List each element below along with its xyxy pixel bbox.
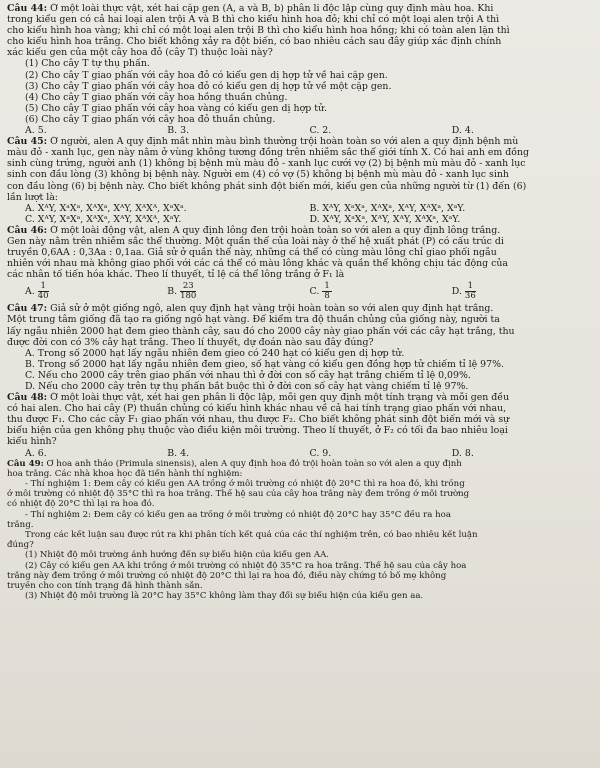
question-45-title: Câu 45: [7, 136, 48, 148]
option-a: A. XᴬY, XᵃXᵃ, XᴬXᵃ, XᴬY, XᴬXᴬ, XᵃXᵃ. [25, 202, 187, 214]
option-label: A. [25, 286, 35, 298]
question-46-stem-line: Gen này nằm trên nhiễm sắc thể thường. Một quần thể của loài này ở thế hệ xuất phát (P) có cấu trúc di [7, 235, 504, 247]
question-47-option: D. Nếu cho 2000 cây trên tự thụ phấn bắt buộc thì ở đời con số cây hạt vàng chiếm tỉ lệ 97%. [25, 381, 469, 392]
question-47-stem-line: Giả sử ở một giống ngô, alen quy định hạt vàng trội hoàn toàn so với alen quy định hạt trắng. [50, 303, 494, 315]
question-48-stem-line: kiểu hình? [7, 436, 57, 448]
question-44-item: (1) Cho cây T tự thụ phấn. [25, 58, 150, 70]
numerator: 23 [180, 282, 196, 292]
option-d: D. XᴬY, XᵃXᵃ, XᴬY, XᴬY, XᴬXᵃ, XᵃY. [309, 213, 461, 225]
question-44-options [7, 125, 594, 136]
option-label: B. [167, 286, 178, 298]
option-c: C. 9. [309, 447, 332, 459]
option-d [452, 282, 594, 301]
denominator: 36 [464, 291, 476, 302]
question-45-stem-line: lần lượt là: [7, 191, 58, 203]
question-44-stem-line: trong kiểu gen có cả hai loại alen trội A và B thì cho kiểu hình hoa đỏ; khi chỉ có một loại alen trội A thì [7, 14, 500, 26]
question-44-item: (4) Cho cây T giao phấn với cây hoa hồng thuần chủng. [25, 91, 288, 103]
question-44-stem-line: cho kiểu hình hoa trắng. Cho biết không xảy ra đột biến, có bao nhiêu cách sau đây giúp xác định chính [7, 36, 502, 48]
question-48-stem-line: có hai alen. Cho hai cây (P) thuần chủng có kiểu hình khác nhau về cả hai tính trạng giao phấn với nhau, [7, 403, 507, 415]
question-49-body-line: - Thí nghiệm 2: Đem cây có kiểu gen aa trồng ở môi trường có nhiệt độ 20°C hay 35°C đều ra hoa [25, 509, 451, 520]
question-48-stem-line: Ở một loài thực vật, xét hai gen phân li độc lập, mỗi gen quy định một tính trạng và mỗi gen đều [50, 392, 510, 404]
question-46-options [7, 282, 594, 301]
question-45-stem-line: Ở người, alen A quy định mắt nhìn màu bình thường trội hoàn toàn so với alen a quy định bệnh mù [50, 136, 519, 148]
question-49-body-line: có nhiệt độ 20°C thì lại ra hoa đỏ. [7, 499, 155, 510]
question-46-stem-line: truyền 0,6AA : 0,3Aa : 0,1aa. Giả sử ở quần thể này, những cá thể có cùng màu lông chỉ giao phối ngẫu [7, 247, 497, 259]
fraction [322, 282, 331, 301]
denominator: 180 [180, 291, 197, 302]
question-45-options-row [7, 203, 594, 214]
question-47-title: Câu 47: [7, 303, 48, 315]
denominator: 40 [37, 291, 49, 302]
question-48-stem-line: thu được F₁. Cho các cây F₁ giao phấn với nhau, thu được F₂. Cho biết không phát sinh đột biến mới và sự [7, 414, 510, 426]
option-b: B. XᴬY, XᵃXᵃ, XᴬXᵃ, XᴬY, XᴬXᵃ, XᵃY. [309, 202, 466, 214]
question-45-stem-line: con đầu lòng (6) bị bệnh này. Cho biết không phát sinh đột biến mới, kiểu gen của những người từ (1) đến (6) [7, 180, 527, 192]
question-47-stem-line: Một trung tâm giống đã tạo ra giống ngô hạt vàng. Để kiểm tra độ thuần chủng của giống này, người ta [7, 314, 500, 326]
question-47-option: C. Nếu cho 2000 cây trên giao phấn với nhau thì ở đời con số cây hạt trắng chiếm tỉ lệ 0,09%. [25, 369, 471, 381]
question-46-stem-line: các nhân tố tiến hóa khác. Theo lí thuyết, tỉ lệ cá thể lông trắng ở F₁ là [7, 269, 345, 281]
question-47-option: A. Trong số 2000 hạt lấy ngẫu nhiên đem gieo có 240 hạt có kiểu gen dị hợp tử. [25, 347, 405, 359]
option-a: A. 6. [25, 447, 47, 459]
fraction [38, 282, 49, 301]
question-47-stem-line: được đời con có 3% cây hạt trắng. Theo lí thuyết, dự đoán nào sau đây đúng? [7, 336, 374, 348]
question-45-options-row [7, 214, 594, 225]
question-44-stem-line: xác kiểu gen của một cây hoa đỏ (cây T) thuộc loài này? [7, 47, 273, 59]
question-48-stem-line: biểu hiện của gen không phụ thuộc vào điều kiện môi trường. Theo lí thuyết, ở F₂ có tối đa bao nhiêu loại [7, 425, 508, 437]
question-46-stem-line: nhiên với nhau mà không giao phối với các cá thể có màu lông khác và quần thể không chịu tác động của [7, 258, 509, 270]
question-44-item: (5) Cho cây T giao phấn với cây hoa vàng có kiểu gen dị hợp tử. [25, 102, 327, 114]
fraction [180, 282, 196, 301]
option-label: D. [451, 286, 462, 298]
question-49-body-line: trắng. [7, 519, 34, 530]
question-49 [7, 459, 594, 602]
option-a: A. 5. [25, 125, 47, 137]
option-d: D. 8. [451, 447, 474, 459]
question-47-stem-line: lấy ngẫu nhiên 2000 hạt đem gieo thành cây, sau đó cho 2000 cây này giao phấn với các cây hạt trắng, thu [7, 325, 515, 337]
question-45-stem-line: màu đỏ - xanh lục, gen này nằm ở vùng không tương đồng trên nhiễm sắc thể giới tính X. Có hai anh em đồng [7, 147, 530, 159]
question-44-stem-line: cho kiểu hình hoa vàng; khi chỉ có một loại alen trội B thì cho kiểu hình hoa hồng; khi có toàn alen lặn thì [7, 25, 510, 37]
option-c: C. 2. [309, 125, 332, 137]
option-c [310, 282, 452, 301]
fraction [465, 282, 476, 301]
question-49-body-line: truyền cho con tính trạng đã hình thành sẵn. [7, 581, 203, 592]
question-44 [7, 3, 594, 136]
question-49-body-line: Trong các kết luận sau được rút ra khi phân tích kết quả của các thí nghiệm trên, có bao nhiêu kết luận [25, 530, 478, 541]
question-45-stem-line: sinh con đầu lòng (3) không bị bệnh này. Người em (4) có vợ (5) không bị bệnh mù màu đỏ - xanh lục sinh [7, 169, 509, 181]
question-49-body-line: (3) Nhiệt độ môi trường là 20°C hay 35°C không làm thay đổi sự biểu hiện của kiểu gen aa. [25, 591, 424, 602]
question-49-body-line: ở môi trường có nhiệt độ 35°C thì ra hoa trắng. Thế hệ sau của cây hoa trắng này đem trồng ở môi trường [7, 489, 470, 500]
question-45 [7, 136, 594, 225]
question-46-stem-line: Ở một loài động vật, alen A quy định lông đen trội hoàn toàn so với alen a quy định lông trắng. [50, 224, 501, 236]
option-b: B. 3. [167, 125, 190, 137]
question-48-options [7, 448, 594, 459]
question-48-title: Câu 48: [7, 392, 48, 404]
question-49-body-line: (2) Cây có kiểu gen AA khi trồng ở môi trường có nhiệt độ 35°C ra hoa trắng. Thế hệ sau của cây hoa [25, 560, 467, 571]
denominator: 8 [324, 291, 330, 302]
option-b: B. 4. [167, 447, 190, 459]
question-48 [7, 392, 594, 459]
question-49-title: Câu 49: [7, 458, 44, 469]
question-49-body-line: - Thí nghiệm 1: Đem cây có kiểu gen AA trồng ở môi trường có nhiệt độ 20°C thì ra hoa đỏ, khi trồng [25, 479, 465, 490]
question-45-stem-line: sinh cùng trứng, người anh (1) không bị bệnh mù màu đỏ - xanh lục cưới vợ (2) bị bệnh mù màu đỏ - xanh lục [7, 158, 526, 170]
question-44-stem-line: Ở một loài thực vật, xét hai cặp gen (A, a và B, b) phân li độc lập cùng quy định màu hoa. Khi [50, 3, 494, 14]
question-49-body-line: (1) Nhiệt độ môi trường ảnh hưởng đến sự biểu hiện của kiểu gen AA. [25, 550, 330, 561]
option-d: D. 4. [451, 125, 474, 137]
question-46 [7, 225, 594, 301]
question-49-body-line: trắng này đem trồng ở môi trường có nhiệt độ 20°C thì lại ra hoa đỏ, điều này chứng tỏ bố mẹ không [7, 570, 447, 581]
question-49-body-line: đúng? [7, 540, 34, 551]
option-b [167, 282, 309, 301]
question-44-item: (2) Cho cây T giao phấn với cây hoa đỏ có kiểu gen dị hợp tử về hai cặp gen. [25, 69, 388, 81]
question-44-item: (6) Cho cây T giao phấn với cây hoa đỏ thuần chủng. [25, 113, 276, 125]
question-44-title: Câu 44: [7, 3, 48, 14]
numerator: 1 [38, 282, 49, 292]
question-47-option: B. Trong số 2000 hạt lấy ngẫu nhiên đem gieo, số hạt vàng có kiểu gen đồng hợp tử chiếm tỉ lệ 97%. [25, 358, 504, 370]
option-a [25, 282, 167, 301]
question-49-stem-line: Ở hoa anh thảo (Primula sinensis), alen A quy định hoa đỏ trội hoàn toàn so với alen a quy định [46, 458, 462, 469]
question-46-title: Câu 46: [7, 224, 48, 236]
question-49-stem-line: hoa trắng. Các nhà khoa học đã tiến hành thí nghiệm: [7, 468, 243, 479]
question-47 [7, 303, 594, 392]
numerator: 1 [324, 281, 330, 292]
question-44-item: (3) Cho cây T giao phấn với cây hoa đỏ có kiểu gen dị hợp tử về một cặp gen. [25, 80, 392, 92]
option-label: C. [309, 286, 320, 298]
option-c: C. XᴬY, XᵃXᵃ, XᴬXᵃ, XᴬY, XᴬXᴬ, XᵃY. [25, 213, 182, 225]
numerator: 1 [465, 282, 476, 292]
